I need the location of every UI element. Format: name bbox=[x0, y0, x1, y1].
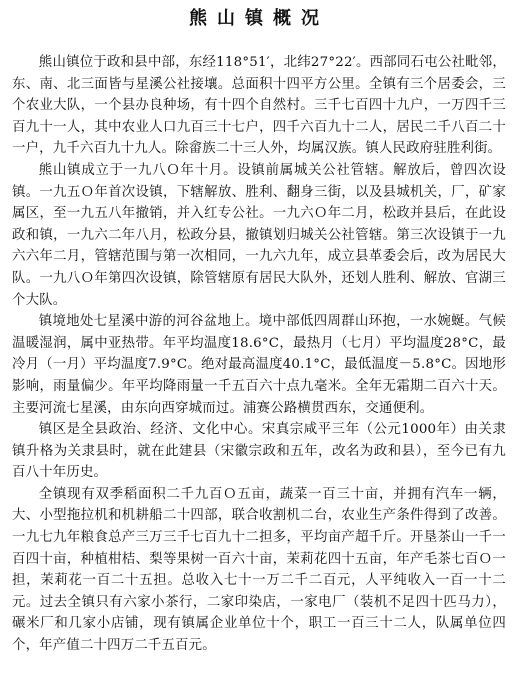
paragraph-location: 熊山镇位于政和县中部，东经118°51′，北纬27°22′。西部同石屯公社毗邻，东、南、北三面皆与星溪公社接壤。总面积十四平方公里。全镇有三个居委会，三个农业大队，一个县办良种场，有十四个自然村。三千七百四十九户，一万四千三百九十一人，其中农业人口九百三十七户，四千六百九十二人，居民二千八百二十一户，九千六百九十九人。除畲族二十三人外，均属汉族。镇人民政府驻胜利街。 bbox=[12, 55, 506, 157]
paragraph-county-center: 镇区是全县政治、经济、文化中心。宋真宗咸平三年（公元1000年）由关隶镇升格为关隶县时，就在此建县（宋徽宗政和五年，改名为政和县），至今已有九百八十年历史。 bbox=[12, 422, 506, 481]
paragraph-history: 熊山镇成立于一九八Ｏ年十月。设镇前属城关公社管辖。解放后，曾四次设镇。一九五Ｏ年首次设镇，下辖解放、胜利、翻身三街，以及县城机关，厂，矿家属区，至一九五八年撤销，并入红专公社。一九六Ｏ年二月，松政并县后，在此设政和镇，一九六二年八月，松政分县，撤镇划归城关公社管辖。第三次设镇于一九六六年二月，管辖范围与第一次相同，一九六九年，成立县革委会后，改为居民大队。一九八Ｏ年第四次设镇，除管辖原有居民大队外，还划人胜利、解放、官湖三个大队。 bbox=[12, 162, 506, 308]
document-title: 熊山镇概况 bbox=[189, 8, 329, 29]
paragraph-economy: 全镇现有双季稻面积二千九百Ｏ五亩，蔬菜一百三十亩，并拥有汽车一辆，大、小型拖拉机和机耕船二十四部，联合收割机二台，农业生产条件得到了改善。一九七九年粮食总产三万三千七百九十二担多，平均亩产超千斤。开垦茶山一千一百四十亩，种植柑桔、梨等果树一百六十亩，茉莉花四十五亩，年产毛茶七百Ｏ一担，茉莉花一百二十五担。总收入七十一万二千二百元，人平纯收入一百一十二元。过去全镇只有六家小茶行，二家印染店，一家电厂（装机不足四十匹马力），碾米厂和几家小店铺，现有镇属企业单位十个，职工一百三十二人，队属单位四个，年产值二十四万二千五百元。 bbox=[12, 486, 506, 654]
paragraph-geography-climate: 镇境地处七星溪中游的河谷盆地上。境中部低四周群山环抱，一水婉蜒。气候温暖湿润，属中亚热带。年平均温度18.6°C，最热月（七月）平均温度28°C，最冷月（一月）平均温度7.9°C。绝对最高温度40.1°C，最低温度－5.8°C。因地形影响，雨量偏少。年平均降雨量一千五百六十点九毫米。全年无霜期二百六十天。主要河流七星溪，由东向西穿城而过。浦赛公路横贯西东，交通便利。 bbox=[12, 314, 506, 416]
